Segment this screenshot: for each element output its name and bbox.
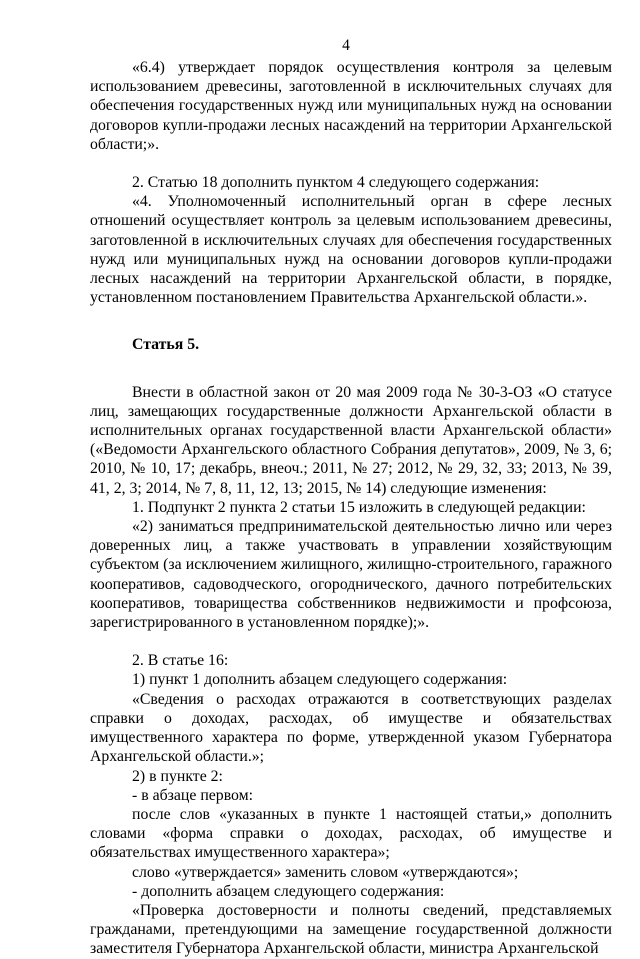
paragraph: - дополнить абзацем следующего содержания: [132,882,445,900]
document-body [90,58,612,959]
section-spacer [90,307,612,335]
paragraph: «Сведения о расходах отражаются в соответствующих разделах справки о доходах, расходах, об имуществе и обязательствах имущественного характера по форме, утвержденной указом Губернатора Архангельской области.»; [90,690,612,766]
paragraph: «2) заниматься предпринимательской деятельностью лично или через доверенных лиц, а также участвовать в управлении хозяйствующим субъектом (за исключением жилищного, жилищно-строительного, гаражного кооперативов, садоводческого, огороднического, дачного потребительских кооперативов, товарищества собственников недвижимости и профсоюза, зарегистрированного в установленном порядке);». [90,518,612,632]
paragraph: «6.4) утверждает порядок осуществления контроля за целевым использованием древесины, заготовленной в исключительных случаях для обеспечения государственных нужд или муниципальных нужд на основании договоров купли-продажи лесных насаждений на территории Архангельской области;». [90,59,612,153]
paragraph: - в абзаце первом: [132,786,254,804]
paragraph: 2. Статью 18 дополнить пунктом 4 следующего содержания: [132,174,540,192]
paragraph: 1) пункт 1 дополнить абзацем следующего содержания: [132,671,508,689]
paragraph: 1. Подпункт 2 пункта 2 статьи 15 изложить в следующей редакции: [132,498,586,516]
paragraph: после слов «указанных в пункте 1 настоящей статьи,» дополнить словами «форма справки о доходах, расходах, об имуществе и обязательствах имущественного характера»; [90,805,612,862]
article-heading: Статья 5. [132,336,200,354]
page-number: 4 [342,37,350,54]
paragraph: слово «утверждается» заменить словом «утверждаются»; [132,863,519,881]
paragraph: 2. В статье 16: [132,652,229,670]
paragraph: 2) в пункте 2: [132,767,223,785]
paragraph: «Проверка достоверности и полноты сведений, представляемых гражданами, претендующими на замещение государственной должности заместителя Губернатора Архангельской области, министра Архангельской [90,901,612,958]
paragraph: Внести в областной закон от 20 мая 2009 года № 30-3-ОЗ «О статусе лиц, замещающих государственные должности Архангельской области в исполнительных органах государственной власти Архангельской области» («Ведомости Архангельского областного Собрания депутатов», 2009, № 3, 6; 2010, № 10, 17; декабрь, внеоч.; 2011, № 27; 2012, № 29, 32, 33; 2013, № 39, 41, 2, 3; 2014, № 7, 8, 11, 12, 13; 2015, № 14) следующие изменения: [90,383,612,497]
section-spacer [90,355,612,383]
paragraph-spacer [90,154,612,173]
paragraph: «4. Уполномоченный исполнительный орган в сфере лесных отношений осуществляет контроль за целевым использованием древесины, заготовленной в исключительных случаях для обеспечения государственных нужд или муниципальных нужд на основании договоров купли-продажи лесных насаждений на территории Архангельской области, в порядке, установленном постановлением Правительства Архангельской области.». [90,193,612,307]
paragraph-spacer [90,632,612,651]
